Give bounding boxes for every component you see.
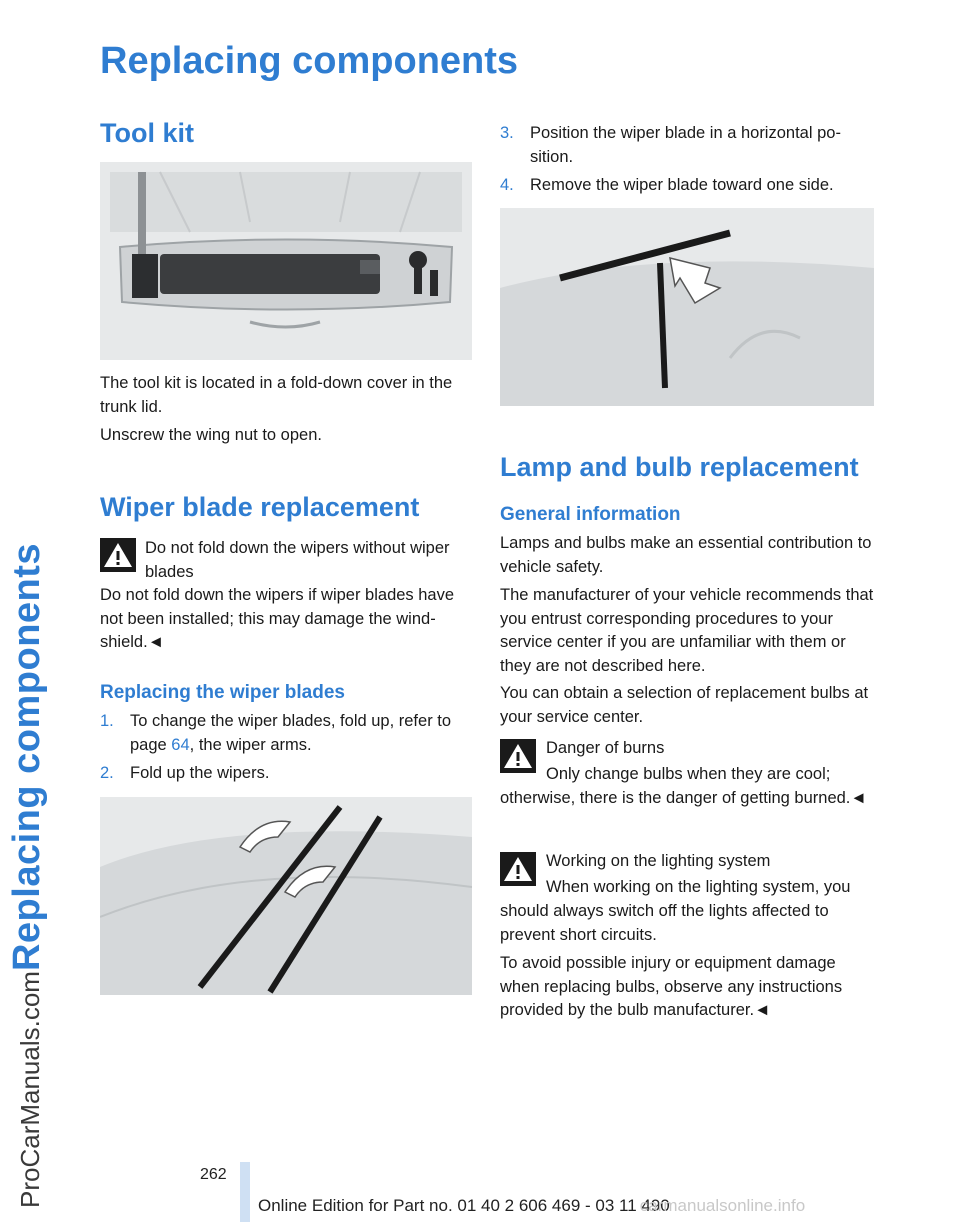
- step-1-text-line1: To change the wiper blades, fold up, refer to: [130, 712, 452, 730]
- warning-icon: [100, 538, 136, 572]
- step-4-number: 4.: [500, 176, 514, 194]
- lamp-recommend-text: The manufacturer of your vehicle recommends that you entrust corresponding procedures to your service center if you are unfamiliar with them or they are not described here.: [500, 586, 874, 675]
- bulb-instructions-text: To avoid possible injury or equipment damage when replacing bulbs, observe any instructions provided by the bulb manufacturer.◄: [500, 954, 843, 1019]
- remove-blade-figure: [500, 208, 874, 406]
- side-tab-section: Replacing components: [6, 542, 48, 972]
- page-number: 262: [200, 1166, 227, 1183]
- tool-kit-open-text: Unscrew the wing nut to open.: [100, 426, 322, 444]
- step-4: [500, 174, 874, 198]
- wiper-warning-body: Do not fold down the wipers if wiper blades have not been installed; this may damage the wind-shield.◄: [100, 586, 455, 651]
- watermark: carmanualsonline.info: [639, 1196, 806, 1215]
- side-tab-site: ProCarManuals.com: [15, 971, 45, 1208]
- online-edition-text: Online Edition for Part no. 01 40 2 606 469 - 03 11 490carmanualsonline.info: [258, 1196, 806, 1215]
- burn-warning-title: Danger of burns: [546, 739, 665, 757]
- lighting-warning-line1: When working on the lighting system, you: [546, 878, 851, 896]
- lighting-warning-body: should always switch off the lights affected to prevent short circuits.: [500, 902, 829, 944]
- burn-warning-line1: Only change bulbs when they are cool;: [546, 765, 831, 783]
- step-3-text-line2: sition.: [530, 147, 574, 166]
- step-2: [100, 762, 472, 786]
- page-title: Replacing components: [100, 40, 519, 82]
- side-tab: [2, 0, 52, 1222]
- lamp-safety-text: Lamps and bulbs make an essential contribution to vehicle safety.: [500, 534, 872, 576]
- wiper-warning-title: Do not fold down the wipers without wiper blades: [145, 539, 450, 581]
- lamp-heading: Lamp and bulb replacement: [500, 452, 859, 482]
- warning-icon: [500, 852, 536, 886]
- lamp-replacement-bulbs-text: You can obtain a selection of replacement bulbs at your service center.: [500, 684, 869, 726]
- tool-kit-figure: [100, 162, 472, 360]
- replacing-wiper-blades-heading: Replacing the wiper blades: [100, 682, 345, 703]
- tool-kit-location-text: The tool kit is located in a fold-down cover in the trunk lid.: [100, 374, 453, 416]
- step-4-text: Remove the wiper blade toward one side.: [530, 176, 834, 194]
- warning-icon: [500, 739, 536, 773]
- step-1-text-line2: page 64, the wiper arms.: [130, 735, 312, 754]
- burn-warning-body: otherwise, there is the danger of getting burned.◄: [500, 789, 867, 807]
- footer-bar: [240, 1162, 250, 1222]
- step-1: [100, 710, 472, 758]
- fold-up-wipers-figure: [100, 797, 472, 995]
- step-3-number: 3.: [500, 124, 514, 142]
- wiper-heading: Wiper blade replacement: [100, 492, 420, 522]
- step-2-number: 2.: [100, 764, 114, 782]
- page-64-link[interactable]: 64: [171, 735, 190, 754]
- step-1-number: 1.: [100, 712, 114, 730]
- lighting-warning-title: Working on the lighting system: [546, 852, 771, 870]
- general-information-heading: General information: [500, 504, 681, 525]
- tool-kit-heading: Tool kit: [100, 118, 194, 148]
- step-3: [500, 122, 874, 170]
- step-2-text: Fold up the wipers.: [130, 764, 270, 782]
- step-3-text-line1: Position the wiper blade in a horizontal po-: [530, 124, 841, 142]
